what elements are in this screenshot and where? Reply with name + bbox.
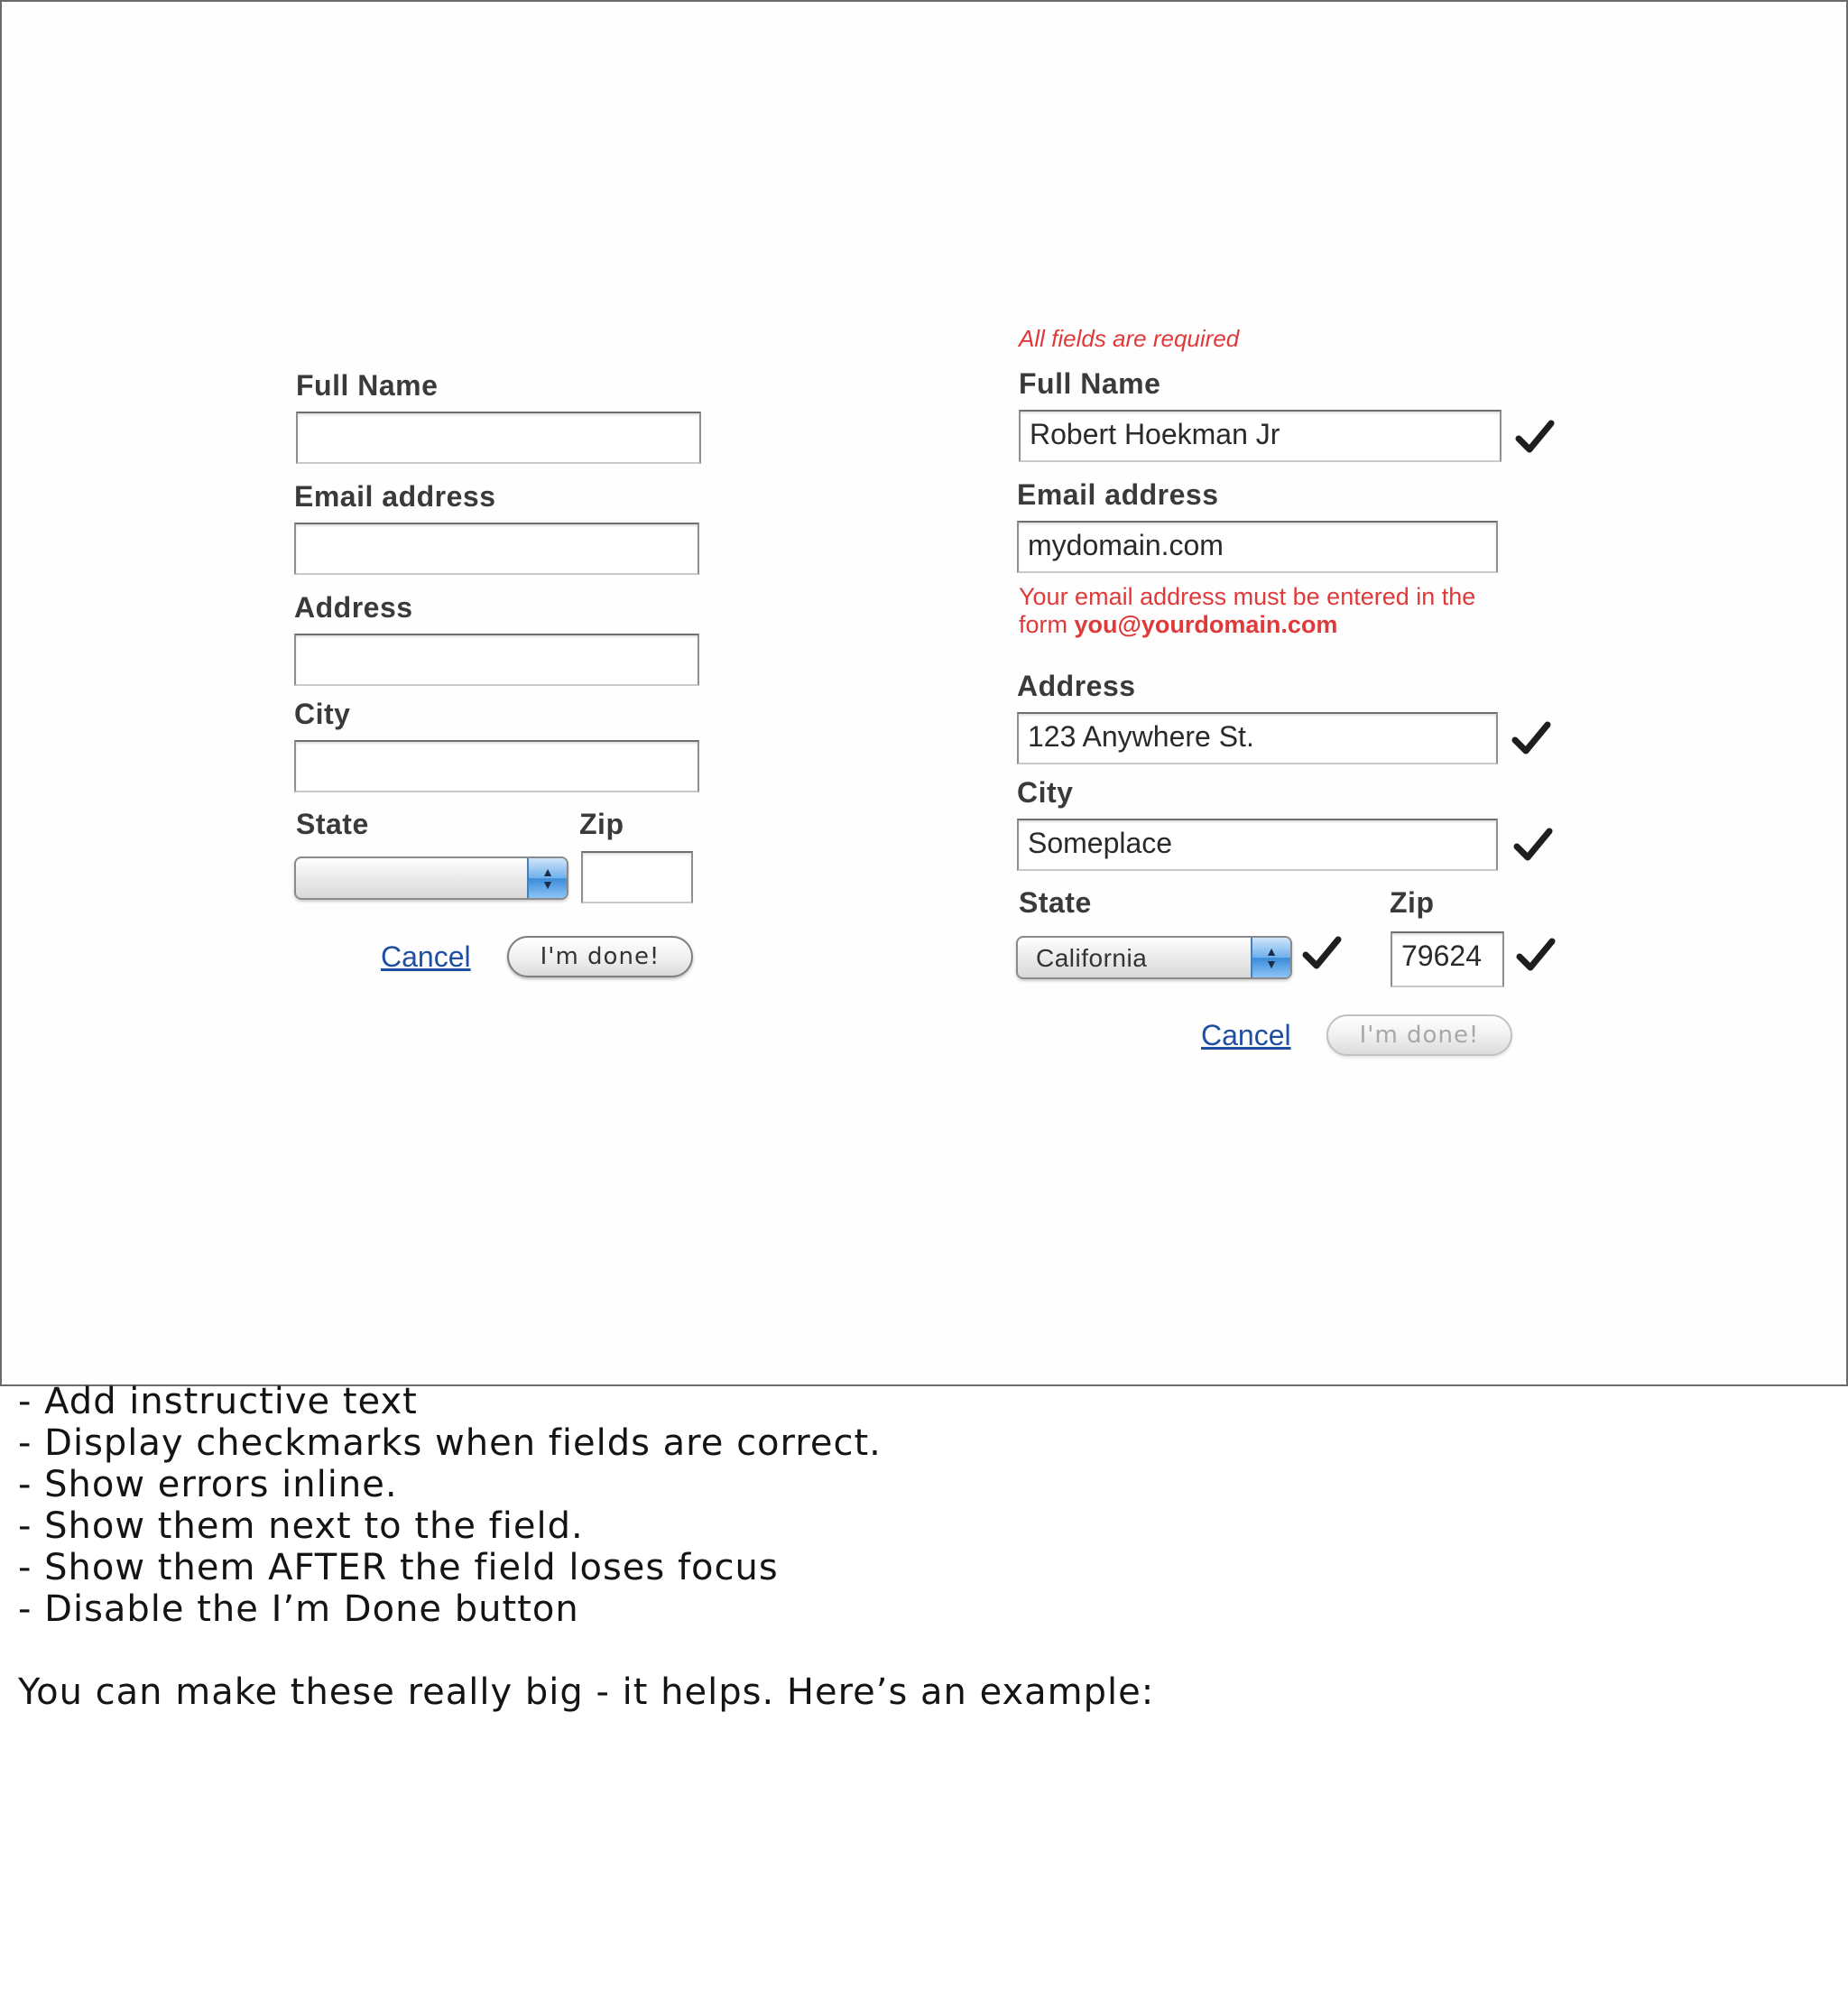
address-input[interactable]: 123 Anywhere St. xyxy=(1017,712,1498,764)
city-input[interactable]: Someplace xyxy=(1017,819,1498,871)
note-bullet: - Show them next to the field. xyxy=(18,1505,584,1547)
cancel-link[interactable]: Cancel xyxy=(381,940,471,973)
full-name-label: Full Name xyxy=(1019,367,1161,400)
email-error-message xyxy=(1019,583,1475,639)
checkmark-icon xyxy=(1515,937,1557,973)
state-label: State xyxy=(296,808,369,840)
note-bullet: - Show errors inline. xyxy=(18,1464,398,1505)
zip-input[interactable] xyxy=(581,851,693,903)
city-label: City xyxy=(294,698,351,730)
state-select-value: California xyxy=(1036,944,1148,972)
cancel-link[interactable]: Cancel xyxy=(1201,1019,1291,1051)
email-label: Email address xyxy=(1017,478,1219,511)
note-bullet: - Show them AFTER the field loses focus xyxy=(18,1547,779,1588)
done-button-disabled: I'm done! xyxy=(1326,1014,1512,1056)
email-input[interactable]: mydomain.com xyxy=(1017,521,1498,573)
updown-arrows-icon: ▲ ▼ xyxy=(527,858,567,898)
city-input[interactable] xyxy=(294,740,699,792)
checkmark-icon xyxy=(1512,827,1554,863)
full-name-input[interactable]: Robert Hoekman Jr xyxy=(1019,410,1502,462)
full-name-label: Full Name xyxy=(296,369,439,402)
state-select[interactable] xyxy=(294,856,568,900)
zip-label: Zip xyxy=(1390,886,1435,919)
email-error-prefix: form xyxy=(1019,611,1067,638)
zip-label: Zip xyxy=(579,808,624,840)
required-note: All fields are required xyxy=(1019,325,1240,352)
note-bullet: - Add instructive text xyxy=(18,1381,418,1422)
state-label: State xyxy=(1019,886,1092,919)
checkmark-icon xyxy=(1511,720,1552,756)
checkmark-icon xyxy=(1301,935,1343,971)
zip-input[interactable]: 79624 xyxy=(1391,931,1504,987)
email-label: Email address xyxy=(294,480,496,513)
email-error-example: you@yourdomain.com xyxy=(1074,611,1338,638)
note-bullet: - Display checkmarks when fields are correct. xyxy=(18,1422,882,1464)
note-closing: You can make these really big - it helps. Here’s an example: xyxy=(18,1671,1155,1713)
email-input[interactable] xyxy=(294,523,699,575)
email-error-line2 xyxy=(1019,611,1475,639)
note-bullet: - Disable the I’m Done button xyxy=(18,1588,579,1630)
done-button[interactable]: I'm done! xyxy=(507,936,693,977)
email-error-line1: Your email address must be entered in the xyxy=(1019,583,1476,610)
city-label: City xyxy=(1017,776,1074,809)
updown-arrows-icon: ▲ ▼ xyxy=(1251,938,1290,977)
speaker-notes xyxy=(18,1381,1823,1713)
address-input[interactable] xyxy=(294,634,699,686)
checkmark-icon xyxy=(1514,419,1556,455)
full-name-input[interactable] xyxy=(296,412,701,464)
address-label: Address xyxy=(294,591,413,624)
address-label: Address xyxy=(1017,670,1136,702)
state-select[interactable] xyxy=(1016,936,1292,979)
